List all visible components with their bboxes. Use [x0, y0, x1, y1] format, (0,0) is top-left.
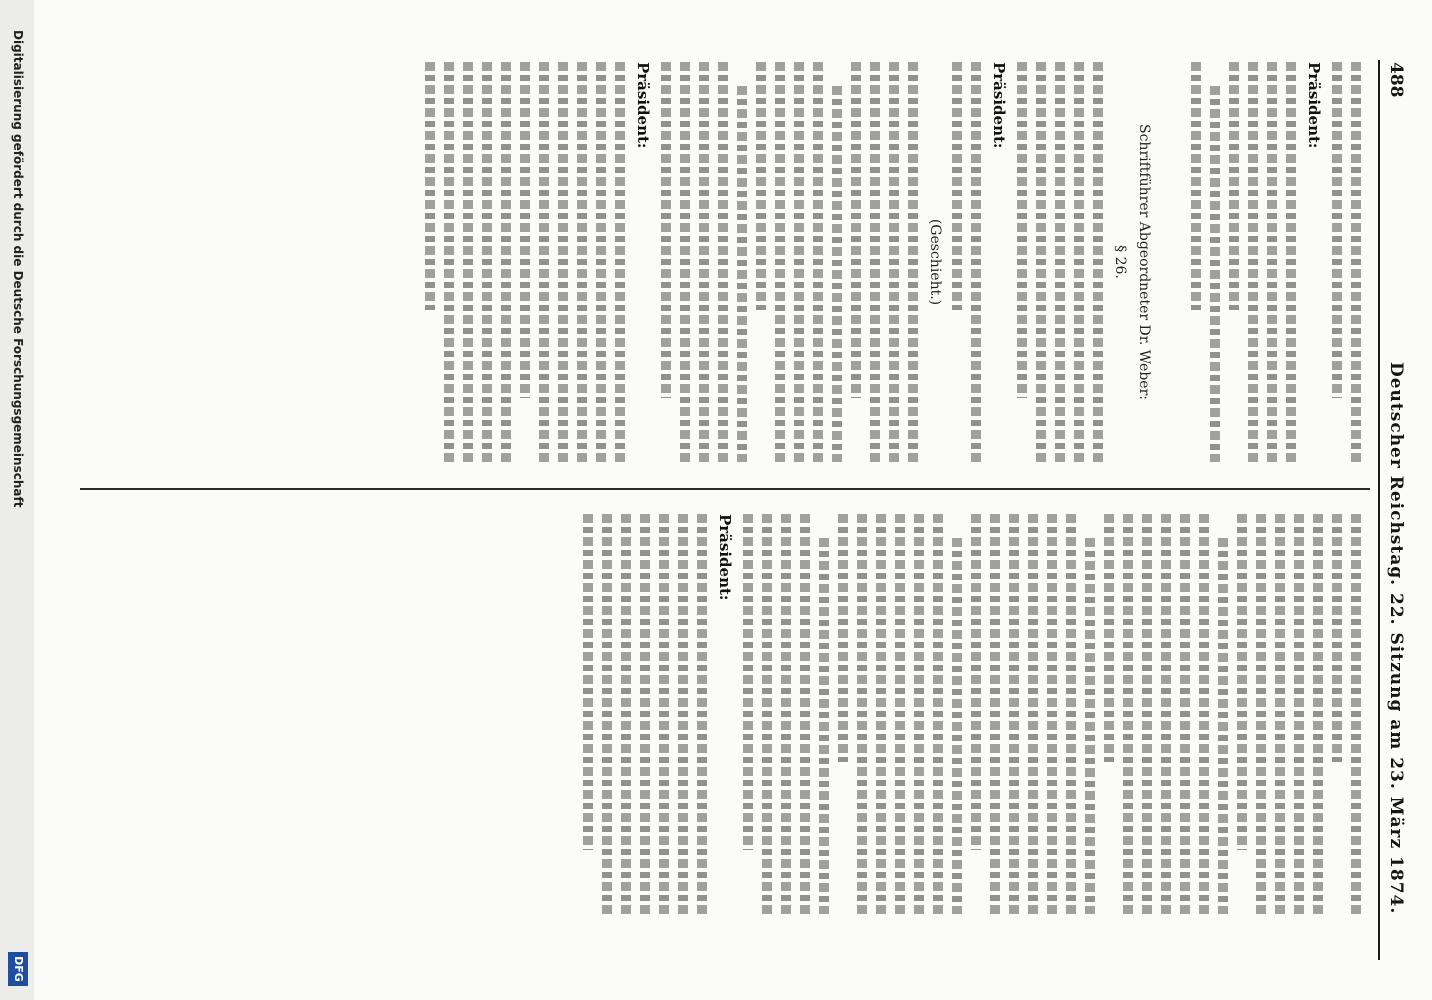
text-line [971, 62, 981, 462]
text-line [697, 514, 707, 914]
text-line [1093, 62, 1103, 462]
text-line [762, 514, 772, 914]
text-line [661, 62, 671, 398]
text-line [577, 62, 587, 462]
text-line [1218, 538, 1228, 914]
dfg-logo: DFG [8, 952, 28, 986]
text-line [781, 514, 791, 914]
text-line [1229, 62, 1239, 310]
text-line [743, 514, 753, 850]
text-line [678, 514, 688, 914]
column-divider [80, 488, 1370, 490]
page-title: Deutscher Reichstag. 22. Sitzung am 23. März 1874. [1386, 362, 1406, 915]
text-line [952, 538, 962, 914]
speaker-label: Präsident: [990, 62, 1008, 149]
text-line [876, 514, 886, 914]
text-line [908, 62, 918, 462]
text-line [501, 62, 511, 462]
text-line [463, 62, 473, 462]
text-line [718, 62, 728, 462]
text-line [1332, 514, 1342, 762]
text-line [640, 514, 650, 914]
text-line [1286, 62, 1296, 462]
text-line [800, 514, 810, 914]
text-line [680, 62, 690, 462]
stage-note: (Geschieht.) [927, 218, 943, 306]
paragraph-mark: § 26. [1112, 245, 1128, 279]
text-line [1066, 514, 1076, 914]
text-line [1036, 62, 1046, 462]
text-line [1275, 514, 1285, 914]
speaker-label: Präsident: [634, 62, 652, 149]
page-number: 488 [1386, 62, 1406, 98]
text-line [659, 514, 669, 914]
secretary-label: Schriftführer Abgeordneter Dr. Weber: [1136, 124, 1152, 400]
text-line [933, 514, 943, 914]
header-rule [1378, 60, 1380, 960]
text-line [990, 514, 1000, 914]
text-line [851, 62, 861, 398]
text-line [832, 86, 842, 462]
text-line [1248, 62, 1258, 462]
text-line [914, 514, 924, 914]
text-line [971, 514, 981, 850]
text-line [895, 514, 905, 914]
text-line [615, 62, 625, 462]
text-line [1009, 514, 1019, 914]
text-line [952, 62, 962, 310]
text-line [1313, 514, 1323, 914]
text-line [1142, 514, 1152, 914]
text-line [520, 62, 530, 398]
text-line [539, 62, 549, 462]
text-line [1294, 514, 1304, 914]
text-line [813, 62, 823, 462]
text-line [482, 62, 492, 462]
text-line [621, 514, 631, 914]
text-line [737, 86, 747, 462]
text-line [1161, 514, 1171, 914]
text-line [699, 62, 709, 462]
digitization-credit: Digitalisierung gefördert durch die Deutsche Forschungsgemeinschaft [11, 30, 25, 508]
text-line [819, 538, 829, 914]
text-line [558, 62, 568, 462]
text-line [1256, 514, 1266, 914]
text-line [1332, 62, 1342, 398]
text-line [602, 514, 612, 914]
text-line [1237, 514, 1247, 850]
text-line [1017, 62, 1027, 398]
text-line [1267, 62, 1277, 462]
text-line [596, 62, 606, 462]
text-line [857, 514, 867, 914]
text-line [1351, 514, 1361, 914]
digitization-footer [0, 0, 34, 1000]
text-line [794, 62, 804, 462]
text-line [1074, 62, 1084, 462]
text-line [1199, 514, 1209, 914]
text-line [583, 514, 593, 850]
text-line [889, 62, 899, 462]
speaker-label: Präsident: [1305, 62, 1323, 149]
text-line [756, 62, 766, 310]
text-line [1104, 514, 1114, 762]
text-line [444, 62, 454, 462]
text-line [1047, 514, 1057, 914]
text-column-left [70, 62, 1370, 462]
speaker-label: Präsident: [716, 514, 734, 601]
text-column-right [70, 514, 1370, 914]
text-line [838, 514, 848, 762]
text-line [1123, 514, 1133, 914]
text-line [1055, 62, 1065, 462]
text-line [1028, 514, 1038, 914]
text-line [1085, 538, 1095, 914]
text-line [1351, 62, 1361, 462]
text-line [425, 62, 435, 310]
text-line [870, 62, 880, 462]
text-line [1210, 86, 1220, 462]
page-header [1384, 62, 1406, 960]
text-line [1191, 62, 1201, 310]
text-line [775, 62, 785, 462]
text-line [1180, 514, 1190, 914]
